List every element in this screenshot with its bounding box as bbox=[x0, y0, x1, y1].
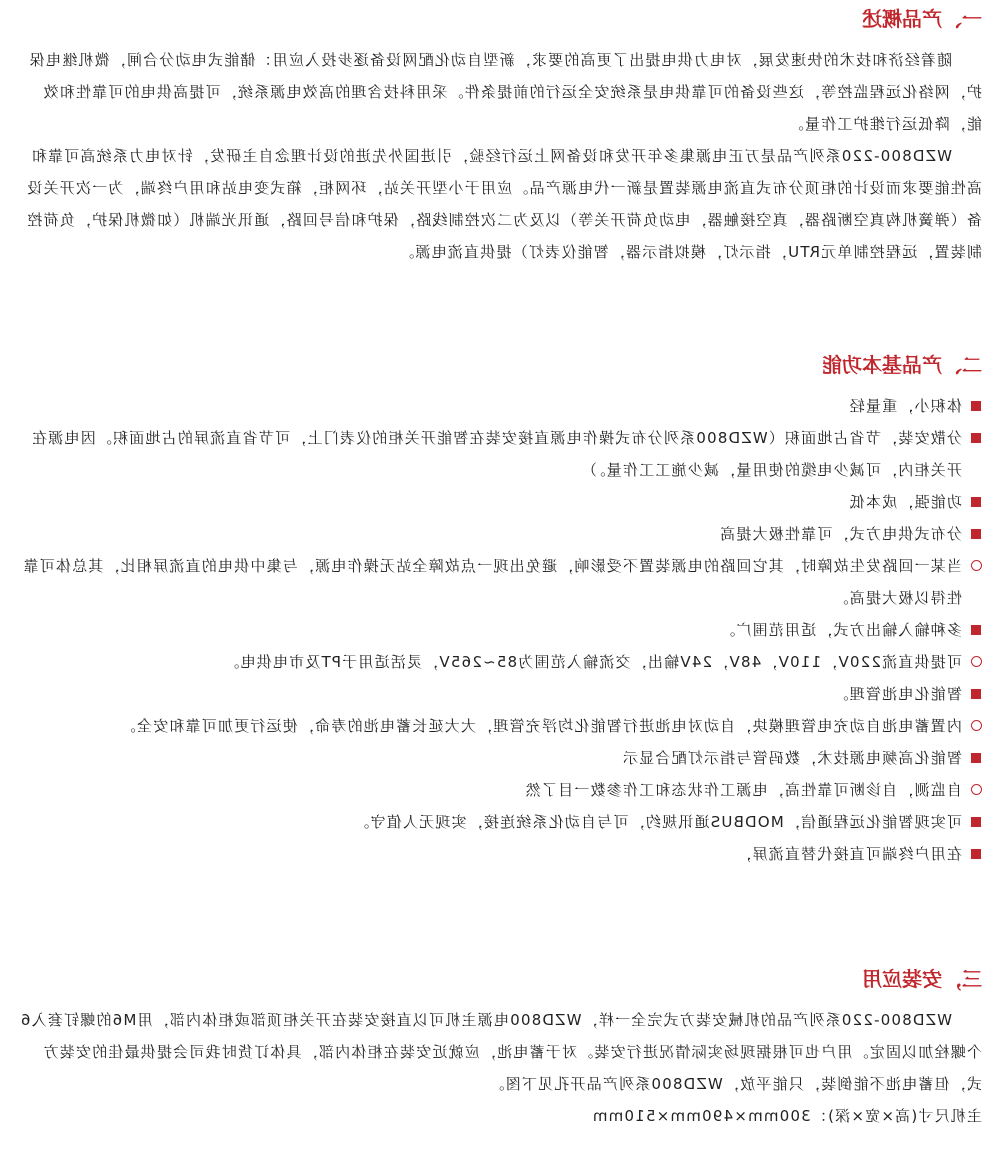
list-item-text: 体积小，重量轻 bbox=[848, 397, 962, 415]
circle-bullet-icon bbox=[971, 784, 982, 795]
list-item bbox=[18, 710, 982, 742]
list-item-text: 自监测，自诊断可靠性高，电源工作状态和工作参数一目了然 bbox=[524, 781, 962, 799]
circle-bullet-icon bbox=[971, 560, 982, 571]
square-bullet-icon bbox=[971, 849, 981, 859]
list-item-text: 可实现智能化远程通信，MODBUS通讯规约，可与自动化系统连接，实现无人值守。 bbox=[353, 813, 962, 831]
section-title: 一、产品概述 bbox=[862, 7, 982, 31]
list-item bbox=[18, 774, 982, 806]
square-bullet-icon bbox=[971, 433, 981, 443]
list-item bbox=[18, 646, 982, 678]
square-bullet-icon bbox=[971, 817, 981, 827]
list-item-text: 可提供直流220V，110V，48V，24V输出，交流输入范围为85~265V，灵活适用于PT及市电供电。 bbox=[223, 653, 962, 671]
square-bullet-icon bbox=[971, 401, 981, 411]
list-item-text: 当某一回路发生故障时，其它回路的电源装置不受影响，避免出现一点故障全站无操作电源，与集中供电的直流屏相比，其总体可靠性得以极大提高。 bbox=[22, 557, 962, 607]
list-item bbox=[18, 838, 982, 870]
list-item-text: 分散安装，节省占地面积（WZD800系列分布式操作电源直接安装在智能开关柜的仪表门上，可节省直流屏的占地面积。因电源在开关柜内，可减少电缆的使用量，减少施工工作量。） bbox=[30, 429, 962, 479]
circle-bullet-icon bbox=[971, 720, 982, 731]
list-item-text: 智能化电池管理。 bbox=[832, 685, 962, 703]
section-product-overview bbox=[18, 4, 982, 268]
section-installation bbox=[18, 964, 982, 1132]
paragraph: 随着经济和技术的快速发展，对电力供电提出了更高的要求，新型自动化配网设备逐步投入应用：储能式电动分合闸，微机继电保护，网络化远程监控等，这些设备的可靠供电是系统安全运行的前提条件。采用科技含理的高效电源系统，可提高供电的可靠性和效能，降低运行维护工作量。 bbox=[28, 51, 982, 133]
list-item bbox=[18, 550, 982, 614]
section-title: 二、产品基本功能 bbox=[822, 353, 982, 377]
list-item bbox=[18, 422, 982, 486]
list-item-text: 功能强，成本低 bbox=[848, 493, 962, 511]
list-item-text: 智能化高频电源技术，数码管与指示灯配合显示 bbox=[621, 749, 962, 767]
list-item bbox=[18, 518, 982, 550]
square-bullet-icon bbox=[971, 753, 981, 763]
paragraph: WZD800-220系列产品的机械安装方式完全一样，WZD800电源主机可以直接安装在开关柜顶部或柜体内部，用M6的螺钉套入6个螺栓加以固定。用户也可根据现场实际情况进行安装。对于蓄电池，应就近安装在柜体内部，具体订货时我司会提供最佳的安装方式，但蓄电池不能倒装，只能平放，WZD800系列产品开孔见下图。 bbox=[19, 1011, 982, 1093]
square-bullet-icon bbox=[971, 497, 981, 507]
section-title: 三，安装应用 bbox=[862, 967, 982, 991]
paragraph: WZD800-220系列产品是万正电源集多年开发和设备网上运行经验，引进国外先进的设计理念自主研发，针对电力系统高可靠和高性能要求而设计的柜顶分布式直流电源装置是新一代电源产品。应用于小型开关站，环网柜，箱式变电站和用户终端，为一次开关设备（弹簧机构真空断路器，真空接触器，电动负荷开关等）以及为二次控制线路，保护和信号回路，通讯光端机（如微机保护，负荷控制装置，远程控制单元RTU，指示灯，模拟指示器，智能仪表灯）提供直流电源。 bbox=[26, 147, 982, 261]
square-bullet-icon bbox=[971, 625, 981, 635]
square-bullet-icon bbox=[971, 529, 981, 539]
list-item-text: 在用户终端可直接代替直流屏， bbox=[735, 845, 962, 863]
list-item bbox=[18, 486, 982, 518]
circle-bullet-icon bbox=[971, 656, 982, 667]
list-item-text: 分布式供电方式，可靠性极大提高 bbox=[718, 525, 962, 543]
list-item bbox=[18, 678, 982, 710]
section-basic-functions bbox=[18, 350, 982, 870]
list-item bbox=[18, 806, 982, 838]
list-item bbox=[18, 614, 982, 646]
function-list bbox=[18, 390, 982, 870]
square-bullet-icon bbox=[971, 689, 981, 699]
list-item-text: 内置蓄电池自动充电管理模块，自动对电池进行智能化均浮充管理，大大延长蓄电池的寿命，使运行更加可靠和安全。 bbox=[119, 717, 962, 735]
list-item bbox=[18, 742, 982, 774]
list-item bbox=[18, 390, 982, 422]
dimensions-text: 主机尺寸(高×宽×深)：300mm×490mm×510mm bbox=[591, 1107, 982, 1125]
list-item-text: 多种输入输出方式，适用范围广。 bbox=[718, 621, 962, 639]
